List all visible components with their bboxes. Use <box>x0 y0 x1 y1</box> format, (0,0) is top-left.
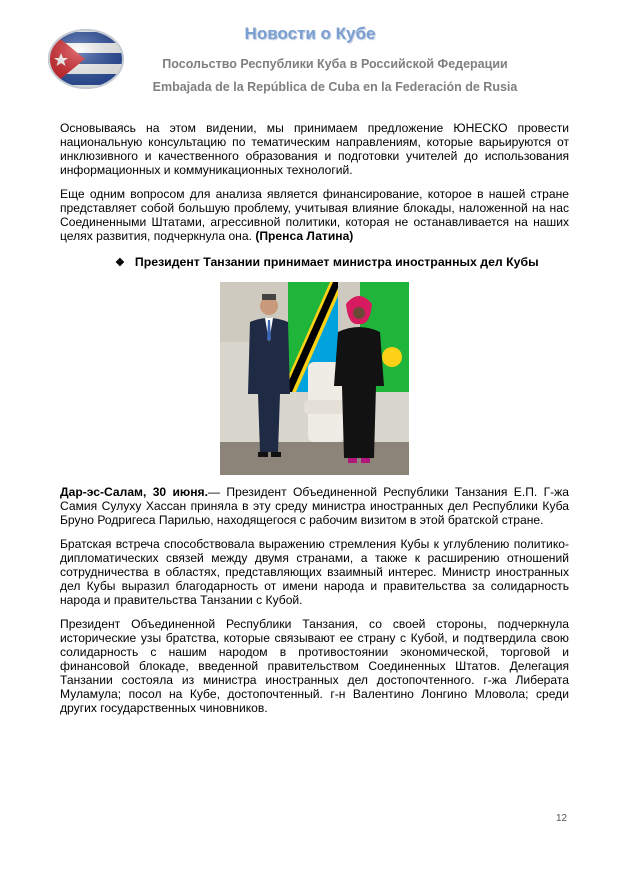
page-content <box>60 121 569 725</box>
diamond-bullet-icon: ❖ <box>115 256 125 269</box>
article1-paragraph-2-text: Еще одним вопросом для анализа является финансирование, которое в нашей стране представляет собой большую проблему, учитывая влияние блокады, наложенной на нас Соединенными Штатами, агрессивной политики, которая не останавливается на наших целях развития, подчеркнула она. <box>60 187 569 243</box>
article2-paragraph-3: Президент Объединенной Республики Танзания, со своей стороны, подчеркнула исторические узы братства, которые связывают ее страну с Кубой, и подтвердила свою солидарность с нашим народом в противостоянии экономической, торговой и финансовой блокаде, введенной правительством Соединенных Штатов. Делегация Танзании состояла из министра иностранных дел достопочтенного. г-жа Либерата Муламула; посол на Кубе, достопочтенный. г-н Валентино Лонгино Мловола; среди других государственных чиновников. <box>60 617 569 715</box>
article1-paragraph-1: Основываясь на этом видении, мы принимаем предложение ЮНЕСКО провести национальную консультацию по тематическим направлениям, которые варьируются от инклюзивного и качественного образования и подготовки учителей до использования информационных и коммуникационных технологий. <box>60 121 569 177</box>
article1-source: (Пренса Латина) <box>255 229 354 243</box>
embassy-name-russian: Посольство Республики Куба в Российской Федерации <box>162 57 508 71</box>
article2-paragraph-1 <box>60 485 569 527</box>
article2-heading-text: Президент Танзании принимает министра иностранных дел Кубы <box>134 255 539 269</box>
page-header <box>0 0 617 110</box>
article2-paragraph-2: Братская встреча способствовала выражению стремления Кубы к углублению политико-дипломатических связей между двумя странами, а также к расширению отношений сотрудничества в областях, представляющих взаимный интерес. Министр иностранных дел Кубы выразил благодарность от имени народа и правительства за солидарность народа и правительства Танзании с Кубой. <box>60 537 569 607</box>
article1-paragraph-2 <box>60 187 569 243</box>
article2-dateline: Дар-эс-Салам, 30 июня. <box>60 485 208 499</box>
embassy-name-spanish: Embajada de la República de Cuba en la Federación de Rusia <box>152 80 518 94</box>
newsletter-title: Новости о Кубе <box>244 24 376 43</box>
page-number: 12 <box>556 813 568 824</box>
article2-paragraph-1-text: — Президент Объединенной Республики Танзания Е.П. Г-жа Самия Сулуху Хассан приняла в эту среду министра иностранных дел Республики Куба Бруно Родригеса Парилью, находящегося с рабочим визитом в этой братской стране. <box>60 485 569 527</box>
meeting-photo <box>220 282 409 475</box>
article2-heading <box>115 255 569 269</box>
